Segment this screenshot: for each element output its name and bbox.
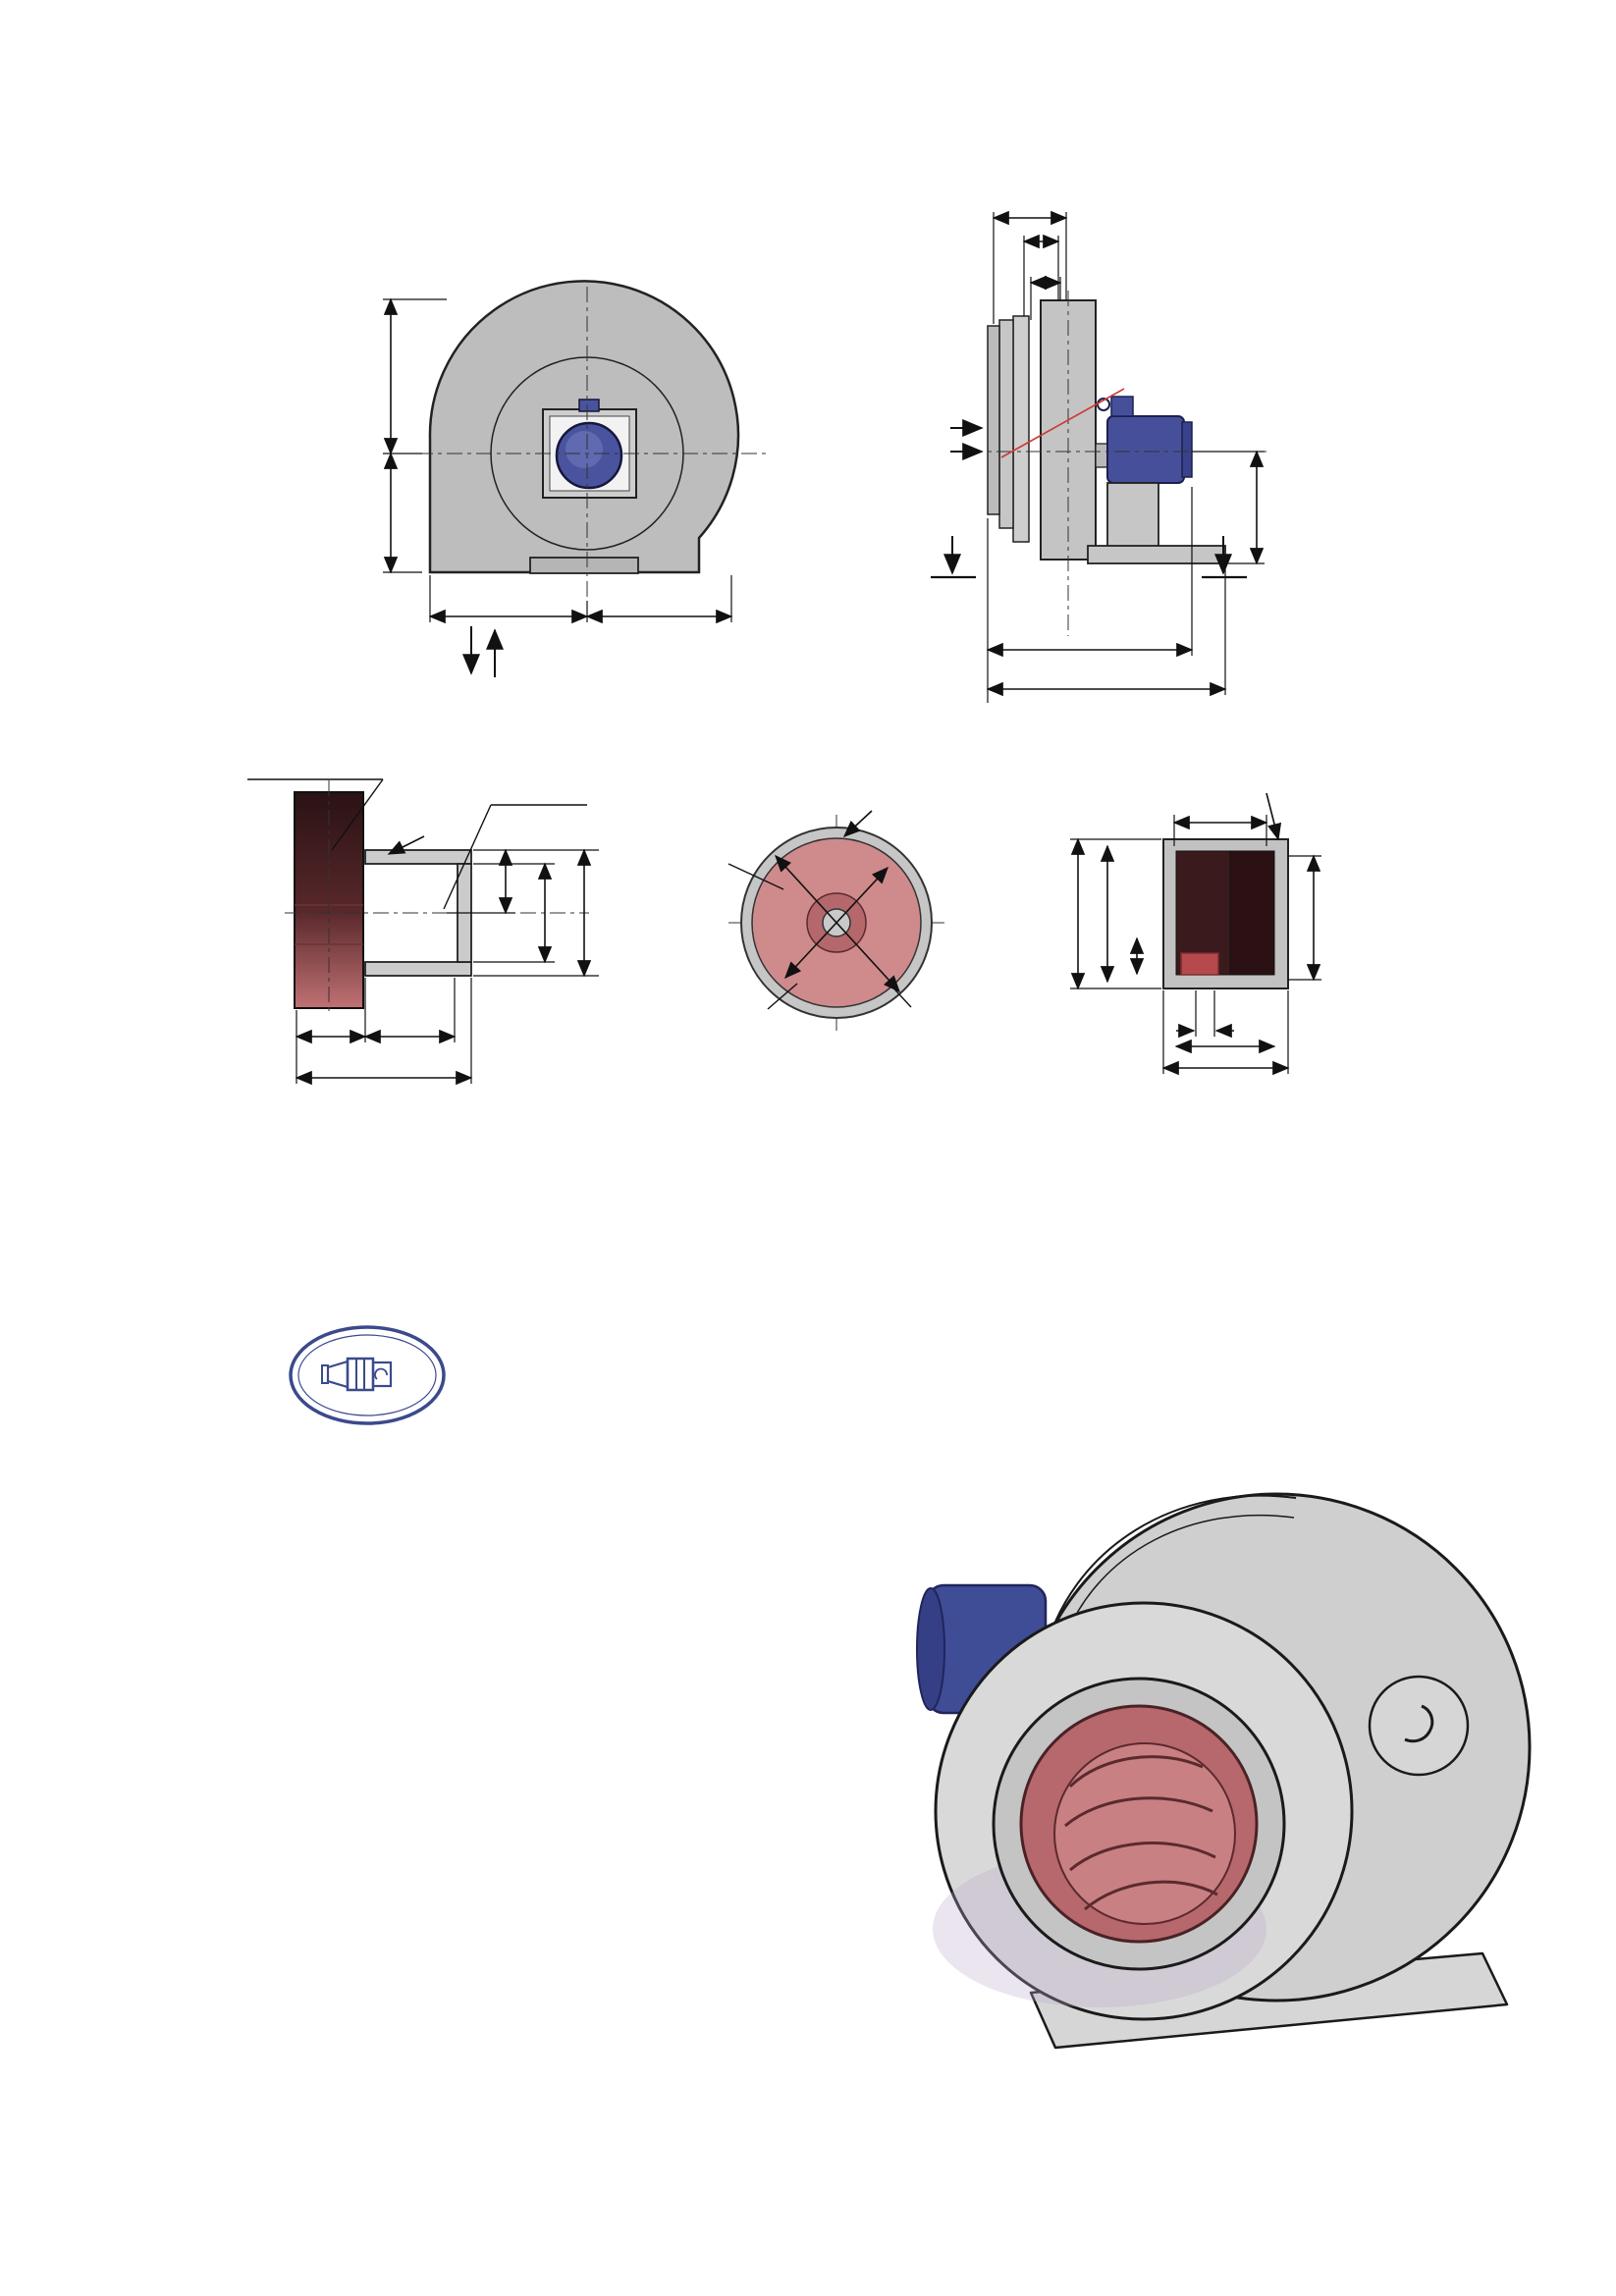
motor-end-cap — [1182, 422, 1192, 477]
aerodynamic-chart — [0, 0, 444, 1423]
fan3d-motor-cap — [917, 1588, 944, 1710]
base-plate — [530, 558, 638, 573]
lab-stamp — [0, 0, 444, 1423]
holes28-leader — [1266, 793, 1278, 839]
duct-top-bar — [365, 850, 471, 864]
view-v-drawing — [728, 811, 944, 1031]
front-view-drawing — [383, 281, 766, 677]
duct-bottom-bar — [365, 962, 471, 976]
fan-3d-image — [917, 1494, 1530, 2048]
inner-red-box — [1181, 953, 1218, 975]
support-stand — [1107, 483, 1158, 550]
fan3d-shaft-flange — [1370, 1677, 1468, 1775]
fan3d-inlet-inner — [1054, 1743, 1235, 1924]
section-b-drawing — [1070, 793, 1321, 1074]
inlet-plate — [988, 326, 999, 514]
electric-motor — [1107, 416, 1184, 483]
side-view-drawing — [931, 212, 1266, 703]
section-aa-drawing — [247, 779, 599, 1084]
motor-terminal-box — [579, 400, 599, 411]
base-frame — [1088, 546, 1225, 563]
inlet-ring — [1013, 316, 1029, 542]
motor-highlight — [566, 431, 603, 468]
motor-junction-box — [1111, 397, 1133, 416]
inlet-flange — [999, 320, 1013, 528]
outlet-opening-right — [1230, 851, 1274, 975]
shaft — [1096, 444, 1107, 467]
